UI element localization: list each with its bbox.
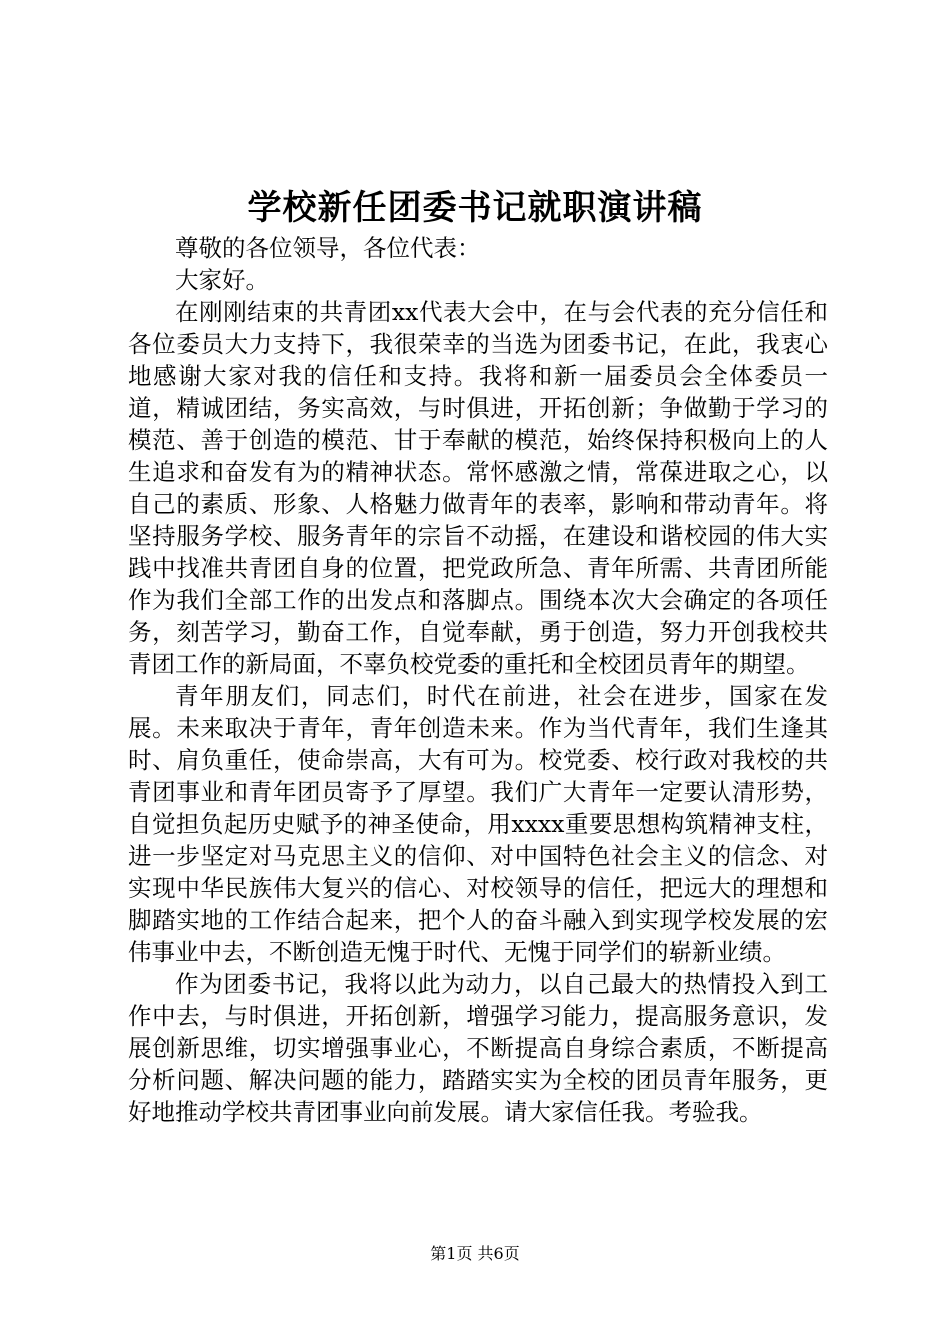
document-body	[128, 232, 828, 1128]
document-title: 学校新任团委书记就职演讲稿	[247, 188, 703, 228]
paragraph: 青年朋友们，同志们，时代在前进，社会在进步，国家在发展。未来取决于青年，青年创造未来。作为当代青年，我们生逢其时、肩负重任，使命崇高，大有可为。校党委、校行政对我校的共青团事业和青年团员寄予了厚望。我们广大青年一定要认清形势，自觉担负起历史赋予的神圣使命，用xxxx重要思想构筑精神支柱，进一步坚定对马克思主义的信仰、对中国特色社会主义的信念、对实现中华民族伟大复兴的信心、对校领导的信任，把远大的理想和脚踏实地的工作结合起来，把个人的奋斗融入到实现学校发展的宏伟事业中去，不断创造无愧于时代、无愧于同学们的崭新业绩。	[128, 682, 828, 966]
page-footer: 第1页 共6页	[430, 1244, 520, 1263]
greeting: 大家好。	[175, 266, 269, 294]
salutation: 尊敬的各位领导，各位代表：	[175, 234, 481, 262]
paragraph: 作为团委书记，我将以此为动力，以自己最大的热情投入到工作中去，与时俱进，开拓创新，增强学习能力，提高服务意识，发展创新思维，切实增强事业心，不断提高自身综合素质，不断提高分析问题、解决问题的能力，踏踏实实为全校的团员青年服务，更好地推动学校共青团事业向前发展。请大家信任我。考验我。	[128, 970, 828, 1126]
paragraph: 在刚刚结束的共青团xx代表大会中，在与会代表的充分信任和各位委员大力支持下，我很荣幸的当选为团委书记，在此，我衷心地感谢大家对我的信任和支持。我将和新一届委员会全体委员一道，精诚团结，务实高效，与时俱进，开拓创新；争做勤于学习的模范、善于创造的模范、甘于奉献的模范，始终保持积极向上的人生追求和奋发有为的精神状态。常怀感激之情，常葆进取之心，以自己的素质、形象、人格魅力做青年的表率，影响和带动青年。将坚持服务学校、服务青年的宗旨不动摇，在建设和谐校园的伟大实践中找准共青团自身的位置，把党政所急、青年所需、共青团所能作为我们全部工作的出发点和落脚点。围绕本次大会确定的各项任务，刻苦学习，勤奋工作，自觉奉献，勇于创造，努力开创我校共青团工作的新局面，不辜负校党委的重托和全校团员青年的期望。	[128, 298, 828, 678]
